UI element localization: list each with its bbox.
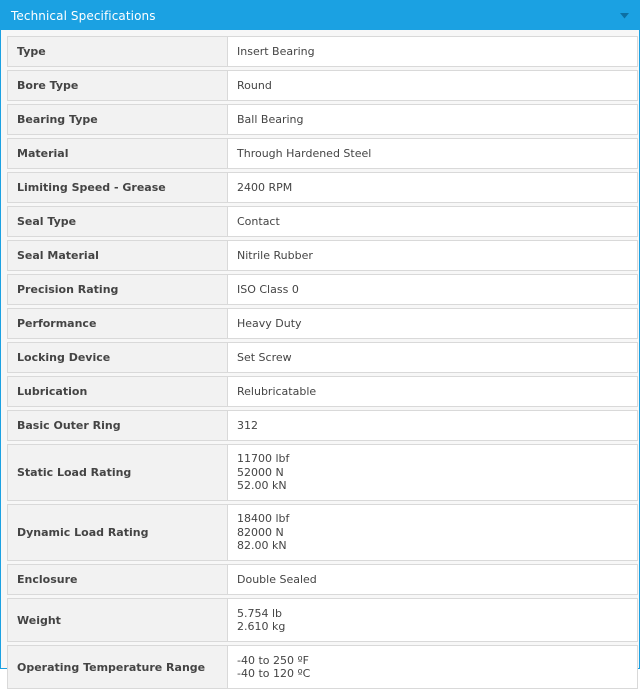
spec-value [228, 36, 638, 67]
spec-row [7, 598, 638, 642]
spec-row [7, 444, 638, 501]
spec-label: Performance [7, 308, 228, 339]
spec-value [228, 274, 638, 305]
spec-value-line: 82000 N [237, 525, 284, 539]
spec-value-line: ISO Class 0 [237, 282, 299, 296]
spec-row [7, 70, 638, 101]
spec-row [7, 376, 638, 407]
spec-value [228, 564, 638, 595]
spec-value-line: 312 [237, 418, 258, 432]
spec-value-line: -40 to 120 ºC [237, 667, 311, 680]
spec-row [7, 274, 638, 305]
spec-value-line: 18400 lbf [237, 512, 290, 526]
spec-label: Dynamic Load Rating [7, 504, 228, 561]
spec-value [228, 172, 638, 203]
triangle-down-icon[interactable] [619, 11, 629, 21]
spec-label: Enclosure [7, 564, 228, 595]
spec-value-line: Nitrile Rubber [237, 248, 313, 262]
spec-row [7, 206, 638, 237]
spec-value-line: 11700 lbf [237, 452, 290, 466]
spec-value-line: 5.754 lb [237, 606, 283, 620]
spec-value [228, 104, 638, 135]
spec-label: Seal Material [7, 240, 228, 271]
spec-row [7, 504, 638, 561]
spec-value [228, 206, 638, 237]
spec-value-line: 2.610 kg [237, 620, 286, 633]
spec-value [228, 598, 638, 642]
spec-value [228, 342, 638, 373]
spec-value-line: Set Screw [237, 350, 292, 364]
spec-row [7, 308, 638, 339]
spec-row [7, 138, 638, 169]
spec-row [7, 172, 638, 203]
spec-value [228, 444, 638, 501]
spec-table-body [7, 36, 638, 689]
spec-table [7, 33, 638, 692]
panel-header[interactable] [1, 1, 639, 30]
spec-value-line: 52.00 kN [237, 479, 287, 493]
spec-value-line: Insert Bearing [237, 44, 315, 58]
spec-value [228, 376, 638, 407]
spec-value-line: Contact [237, 214, 280, 228]
spec-value-line: Round [237, 78, 272, 92]
spec-value-line: Relubricatable [237, 384, 317, 398]
spec-value-line: Ball Bearing [237, 112, 304, 126]
spec-value [228, 308, 638, 339]
spec-value-line: Heavy Duty [237, 316, 302, 330]
spec-value-line: 82.00 kN [237, 539, 287, 553]
spec-value-line: Double Sealed [237, 572, 317, 586]
spec-row [7, 645, 638, 689]
spec-label: Weight [7, 598, 228, 642]
spec-label: Lubrication [7, 376, 228, 407]
spec-row [7, 104, 638, 135]
spec-label: Limiting Speed - Grease [7, 172, 228, 203]
spec-value-line: -40 to 250 ºF [237, 653, 310, 667]
spec-value-line: Through Hardened Steel [237, 146, 372, 160]
spec-row [7, 342, 638, 373]
spec-value [228, 138, 638, 169]
spec-label: Material [7, 138, 228, 169]
spec-label: Operating Temperature Range [7, 645, 228, 689]
spec-label: Type [7, 36, 228, 67]
spec-label: Precision Rating [7, 274, 228, 305]
spec-row [7, 410, 638, 441]
spec-row [7, 36, 638, 67]
spec-label: Locking Device [7, 342, 228, 373]
spec-value [228, 645, 638, 689]
spec-value [228, 240, 638, 271]
spec-value-line: 52000 N [237, 465, 284, 479]
spec-value-line: 2400 RPM [237, 180, 293, 194]
spec-label: Bore Type [7, 70, 228, 101]
spec-row [7, 240, 638, 271]
spec-value [228, 410, 638, 441]
panel-title: Technical Specifications [11, 8, 156, 23]
spec-value [228, 70, 638, 101]
spec-value [228, 504, 638, 561]
spec-label: Seal Type [7, 206, 228, 237]
spec-label: Static Load Rating [7, 444, 228, 501]
spec-row [7, 564, 638, 595]
spec-label: Basic Outer Ring [7, 410, 228, 441]
spec-label: Bearing Type [7, 104, 228, 135]
